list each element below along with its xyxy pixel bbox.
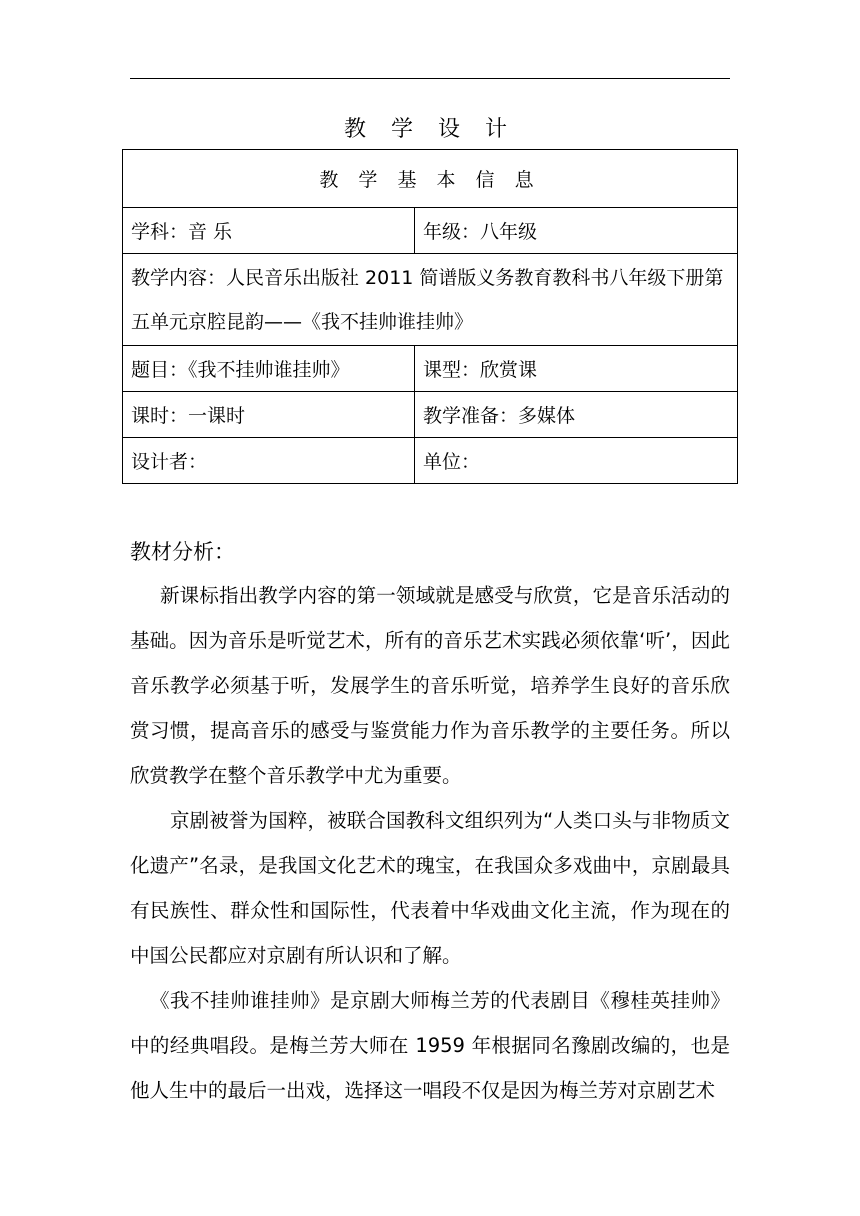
table-row [123, 208, 738, 254]
paragraph: 《我不挂帅谁挂帅》是京剧大师梅兰芳的代表剧目《穆桂英挂帅》中的经典唱段。是梅兰芳大师在 1959 年根据同名豫剧改编的，也是他人生中的最后一出戏，选择这一唱段不仅是因为梅兰芳对京剧艺术 [130, 989, 730, 1102]
basic-info-table [122, 149, 738, 484]
designer-cell: 设计者： [123, 438, 415, 484]
table-row [123, 254, 738, 346]
unit-cell: 单位： [415, 438, 738, 484]
preparation-cell: 教学准备：多媒体 [415, 392, 738, 438]
table-row [123, 150, 738, 208]
subject-cell: 学科：音 乐 [123, 208, 415, 254]
paragraph: 新课标指出教学内容的第一领域就是感受与欣赏，它是音乐活动的基础。因为音乐是听觉艺术，所有的音乐艺术实践必须依靠‘听’，因此音乐教学必须基于听，发展学生的音乐听觉，培养学生良好的音乐欣赏习惯，提高音乐的感受与鉴赏能力作为音乐教学的主要任务。所以欣赏教学在整个音乐教学中尤为重要。 [130, 584, 730, 787]
paragraph: 京剧被誉为国粹，被联合国教科文组织列为“人类口头与非物质文化遗产”名录，是我国文化艺术的瑰宝，在我国众多戏曲中，京剧最具有民族性、群众性和国际性，代表着中华戏曲文化主流，作为现在的中国公民都应对京剧有所认识和了解。 [130, 809, 730, 967]
period-cell: 课时：一课时 [123, 392, 415, 438]
section-heading: 教材分析： [130, 540, 235, 564]
grade-cell: 年级：八年级 [415, 208, 738, 254]
document-title: 教 学 设 计 [344, 117, 516, 142]
table-heading-cell: 教 学 基 本 信 息 [123, 150, 738, 208]
lesson-type-cell: 课型：欣赏课 [415, 346, 738, 392]
topic-cell: 题目：《我不挂帅谁挂帅》 [123, 346, 415, 392]
table-row [123, 346, 738, 392]
header-rule [130, 78, 730, 79]
content-cell: 教学内容：人民音乐出版社 2011 简谱版义务教育教科书八年级下册第五单元京腔昆韵——《我不挂帅谁挂帅》 [123, 254, 738, 346]
table-row [123, 392, 738, 438]
table-row [123, 438, 738, 484]
